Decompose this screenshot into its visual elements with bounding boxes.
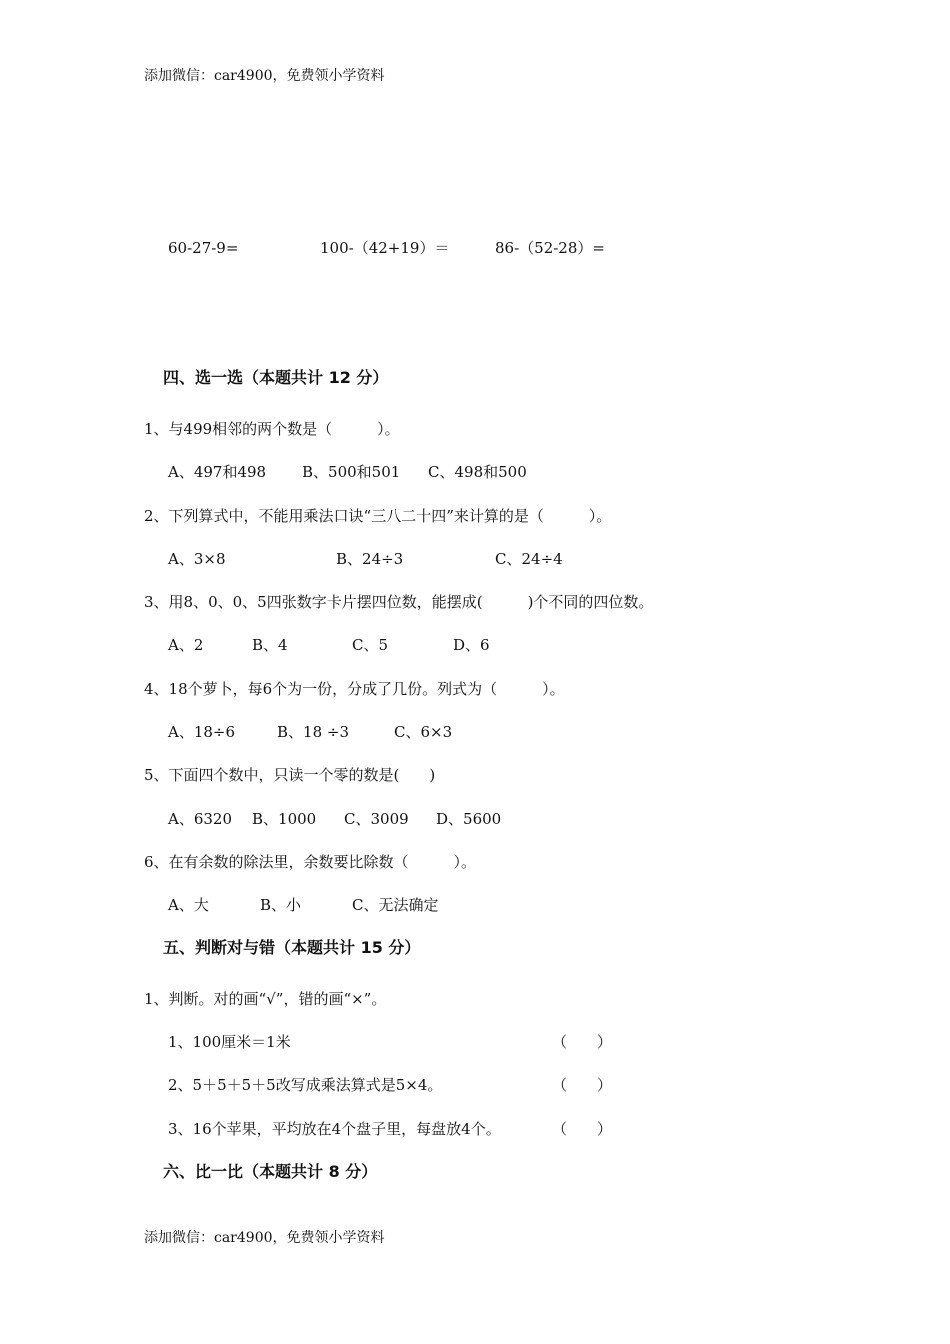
judge-blank-3: （ ） (552, 1120, 613, 1138)
option-4-4-b: B、18 ÷3 (277, 723, 349, 741)
calc-item-2: 100-（42+19）＝ (320, 239, 450, 257)
calc-item-3: 86-（52-28）= (495, 239, 605, 257)
option-4-4-c: C、6×3 (394, 723, 453, 741)
page-footer: 添加微信：car4900，免费领小学资料 (144, 1230, 385, 1246)
question-4-6: 6、在有余数的除法里，余数要比除数（ ）。 (144, 853, 477, 871)
question-4-3: 3、用8、0、0、5四张数字卡片摆四位数，能摆成( )个不同的四位数。 (144, 593, 654, 611)
option-4-6-c: C、无法确定 (352, 896, 439, 914)
question-4-2: 2、下列算式中，不能用乘法口诀“三八二十四”来计算的是（ ）。 (144, 507, 612, 525)
option-4-5-d: D、5600 (436, 810, 502, 828)
judge-item-3: 3、16个苹果，平均放在4个盘子里，每盘放4个。 (168, 1120, 501, 1138)
question-4-1: 1、与499相邻的两个数是（ ）。 (144, 420, 400, 438)
judge-blank-2: （ ） (552, 1076, 613, 1094)
option-4-1-c: C、498和500 (428, 463, 527, 481)
option-4-3-a: A、2 (168, 636, 204, 654)
option-4-6-b: B、小 (260, 896, 302, 914)
question-4-4: 4、18个萝卜，每6个为一份，分成了几份。列式为（ ）。 (144, 680, 565, 698)
judge-item-2: 2、5＋5＋5＋5改写成乘法算式是5×4。 (168, 1076, 443, 1094)
option-4-4-a: A、18÷6 (168, 723, 236, 741)
option-4-3-b: B、4 (252, 636, 288, 654)
option-4-5-b: B、1000 (252, 810, 317, 828)
option-4-2-a: A、3×8 (168, 550, 226, 568)
section-5-intro: 1、判断。对的画“√”，错的画“×”。 (144, 990, 387, 1008)
option-4-3-d: D、6 (453, 636, 490, 654)
option-4-2-c: C、24÷4 (495, 550, 563, 568)
calc-item-1: 60-27-9= (168, 239, 239, 257)
question-4-5: 5、下面四个数中，只读一个零的数是( ) (144, 766, 436, 784)
option-4-1-b: B、500和501 (302, 463, 401, 481)
option-4-2-b: B、24÷3 (336, 550, 404, 568)
option-4-1-a: A、497和498 (168, 463, 267, 481)
section-6-title: 六、比一比（本题共计 8 分） (163, 1162, 378, 1181)
option-4-6-a: A、大 (168, 896, 209, 914)
option-4-5-a: A、6320 (168, 810, 233, 828)
option-4-5-c: C、3009 (344, 810, 409, 828)
page-header: 添加微信：car4900，免费领小学资料 (144, 68, 385, 84)
section-5-title: 五、判断对与错（本题共计 15 分） (163, 938, 421, 957)
section-4-title: 四、选一选（本题共计 12 分） (163, 368, 389, 387)
judge-item-1: 1、100厘米＝1米 (168, 1033, 291, 1051)
option-4-3-c: C、5 (352, 636, 389, 654)
judge-blank-1: （ ） (552, 1033, 613, 1051)
